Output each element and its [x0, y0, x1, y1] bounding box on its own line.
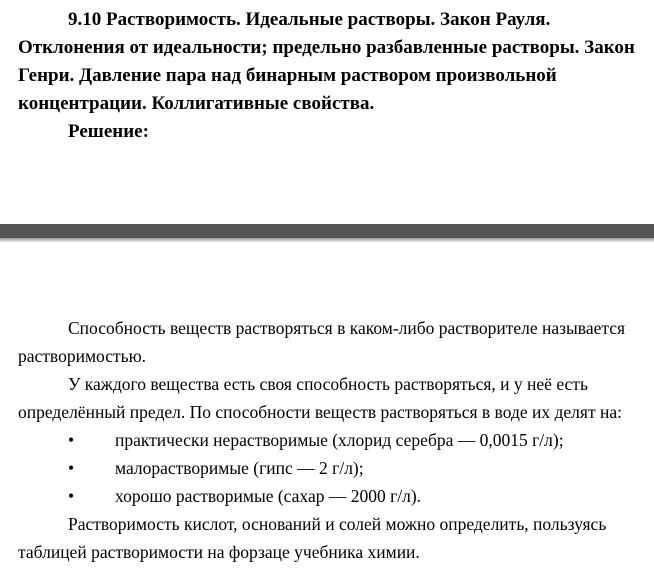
- list-item: [18, 482, 643, 510]
- bullet-icon: •: [68, 486, 75, 506]
- solution-label: Решение:: [68, 121, 149, 142]
- page-break-divider: [0, 224, 654, 238]
- solubility-list: [18, 426, 643, 510]
- paragraph-definition: Способность веществ растворяться в каком-либо растворителе называется растворимостью.: [18, 318, 626, 366]
- paragraph-table-reference: Растворимость кислот, оснований и солей можно определить, пользуясь таблицей растворимости на форзаце учебника химии.: [18, 514, 607, 562]
- list-item-text: практически нерастворимые (хлорид серебра — 0,0015 г/л);: [115, 430, 564, 450]
- list-item: [18, 426, 643, 454]
- section-heading: 9.10 Растворимость. Идеальные растворы. Закон Рауля. Отклонения от идеальности; предельно разбавленные растворы. Закон Генри. Давление пара над бинарным раствором произвольной концентрации. Коллигативные свойства.: [18, 9, 635, 114]
- list-item: [18, 454, 643, 482]
- page-break-shadow: [0, 238, 654, 242]
- bullet-icon: •: [68, 458, 75, 478]
- bullet-icon: •: [68, 430, 75, 450]
- list-item-text: хорошо растворимые (сахар — 2000 г/л).: [115, 486, 422, 506]
- paragraph-classification: У каждого вещества есть своя способность растворяться, и у неё есть определённый предел. По способности веществ растворяться в воде их делят на:: [18, 374, 622, 422]
- document-body: [18, 314, 643, 566]
- list-item-text: малорастворимые (гипс — 2 г/л);: [115, 458, 364, 478]
